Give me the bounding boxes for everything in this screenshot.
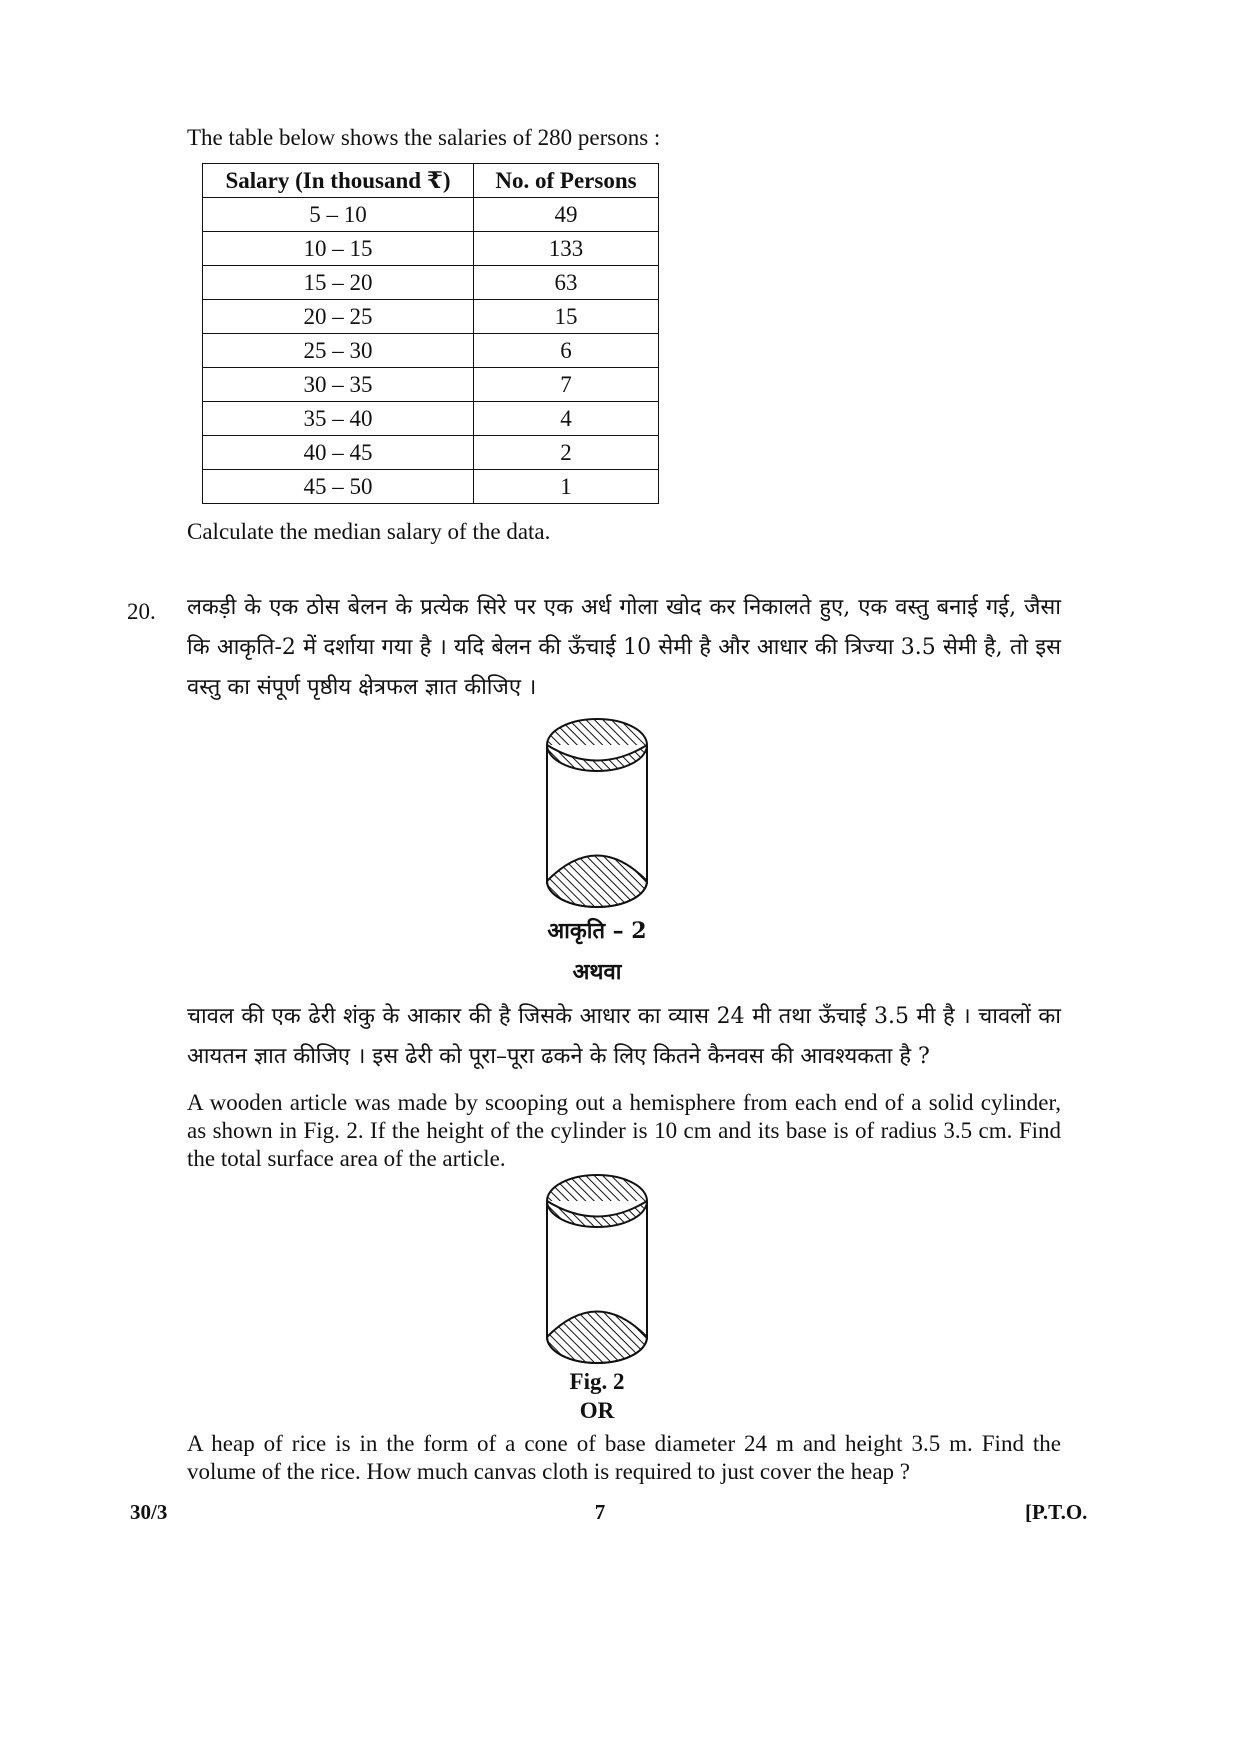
median-instruction: Calculate the median salary of the data. [187, 519, 551, 544]
q20-hindi-alternative: चावल की एक ढेरी शंकु के आकार की है जिसके आधार का व्यास 24 मी तथा ऊँचाई 3.5 मी है । चावलों का आयतन ज्ञात कीजिए । इस ढेरी को पूरा–पूरा ढकने के लिए कितने कैनवस की आवश्यकता है ? [187, 1004, 1061, 1069]
cell-salary: 30 – 35 [203, 368, 474, 402]
table-row [203, 198, 659, 232]
table-row [203, 334, 659, 368]
intro-text: The table below shows the salaries of 280 persons : [187, 125, 661, 150]
cell-persons: 49 [474, 198, 659, 232]
q20-english-main: A wooden article was made by scooping out a hemisphere from each end of a solid cylinder, as shown in Fig. 2. If the height of the cylinder is 10 cm and its base is of radius 3.5 cm. Find the total surface area of the article. [187, 1090, 1061, 1171]
cell-persons: 7 [474, 368, 659, 402]
cell-salary: 25 – 30 [203, 334, 474, 368]
q20-hindi-main: लकड़ी के एक ठोस बेलन के प्रत्येक सिरे पर एक अर्ध गोला खोद कर निकालते हुए, एक वस्तु बनाई गई, जैसा कि आकृति-2 में दर्शाया गया है । यदि बेलन की ऊँचाई 10 सेमी है और आधार की त्रिज्या 3.5 सेमी है, तो इस वस्तु का संपूर्ण पृष्ठीय क्षेत्रफल ज्ञात कीजिए । [187, 595, 1061, 700]
or-hindi: अथवा [572, 959, 622, 985]
header-salary: Salary (In thousand ₹) [203, 164, 474, 198]
cell-salary: 35 – 40 [203, 402, 474, 436]
table-row [203, 436, 659, 470]
pto-label: [P.T.O. [1025, 1500, 1088, 1524]
table-header-row [203, 164, 659, 198]
figure-2-english [537, 1170, 657, 1370]
cell-salary: 15 – 20 [203, 266, 474, 300]
cell-salary: 5 – 10 [203, 198, 474, 232]
or-english: OR [579, 1398, 615, 1423]
figure-caption-english: Fig. 2 [569, 1369, 625, 1394]
cell-salary: 45 – 50 [203, 470, 474, 504]
table-row [203, 300, 659, 334]
cell-salary: 10 – 15 [203, 232, 474, 266]
cell-salary: 40 – 45 [203, 436, 474, 470]
cell-persons: 63 [474, 266, 659, 300]
cell-persons: 1 [474, 470, 659, 504]
table-row [203, 402, 659, 436]
figure-caption-hindi: आकृति – 2 [547, 918, 647, 944]
table-row [203, 232, 659, 266]
salary-table [202, 163, 659, 504]
cell-persons: 6 [474, 334, 659, 368]
cell-salary: 20 – 25 [203, 300, 474, 334]
q20-english-alternative: A heap of rice is in the form of a cone of base diameter 24 m and height 3.5 m. Find the volume of the rice. How much canvas cloth is required to just cover the heap ? [187, 1431, 1061, 1484]
question-number: 20. [127, 599, 156, 624]
figure-2-hindi [537, 714, 657, 914]
cell-persons: 2 [474, 436, 659, 470]
table-row [203, 470, 659, 504]
table-row [203, 266, 659, 300]
paper-code: 30/3 [130, 1500, 168, 1524]
page-number: 7 [594, 1500, 606, 1524]
cell-persons: 15 [474, 300, 659, 334]
cell-persons: 4 [474, 402, 659, 436]
table-row [203, 368, 659, 402]
header-persons: No. of Persons [474, 164, 659, 198]
cell-persons: 133 [474, 232, 659, 266]
